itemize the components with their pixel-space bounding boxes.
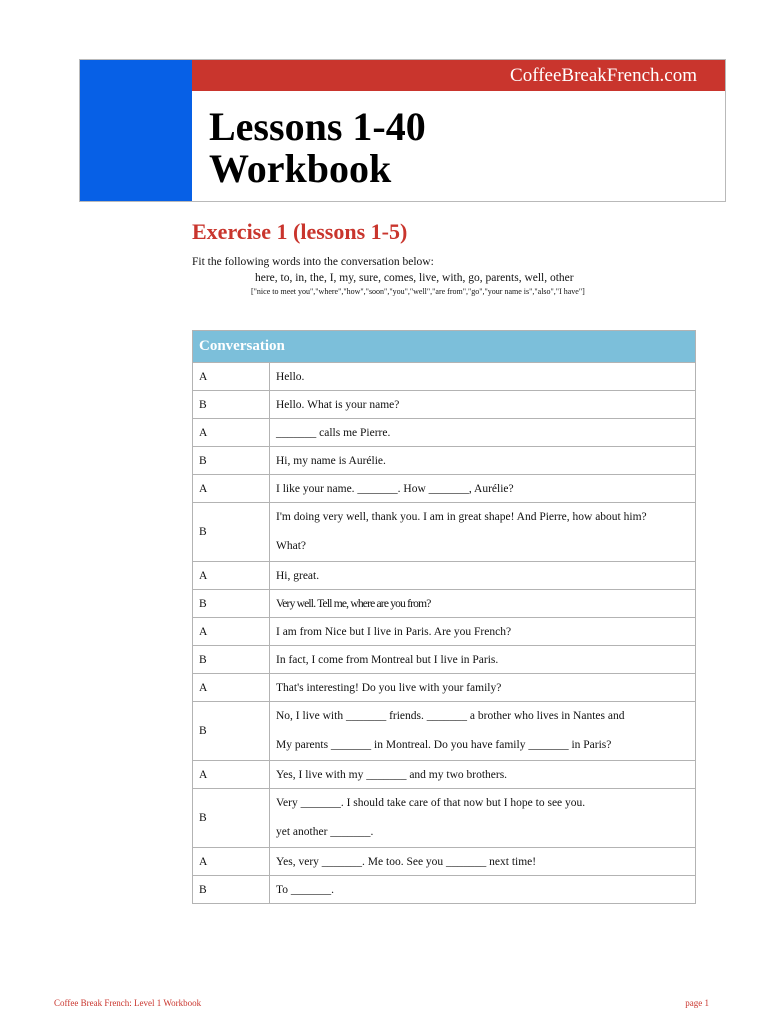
dialogue-cell: I like your name. _______. How _______, Aurélie? [270, 475, 696, 503]
workbook-header [79, 59, 726, 202]
table-row [193, 419, 696, 447]
speaker-cell: A [193, 761, 270, 789]
dialogue-cell: In fact, I come from Montreal but I live in Paris. [270, 646, 696, 674]
dialogue-cell: Hi, my name is Aurélie. [270, 447, 696, 475]
footer-page-number: page 1 [685, 998, 709, 1008]
speaker-cell: B [193, 646, 270, 674]
table-row [193, 761, 696, 789]
word-bank: here, to, in, the, I, my, sure, comes, live, with, go, parents, well, other [255, 272, 574, 284]
dialogue-line: Very _______. I should take care of that now but I hope to see you. [276, 797, 586, 809]
speaker-cell: B [193, 503, 270, 562]
table-row [193, 503, 696, 562]
dialogue-cell: Hello. [270, 363, 696, 391]
conversation-table [192, 330, 696, 904]
speaker-cell: A [193, 562, 270, 590]
table-row [193, 562, 696, 590]
table-row [193, 475, 696, 503]
workbook-title [209, 106, 426, 190]
speaker-cell: B [193, 789, 270, 848]
speaker-cell: A [193, 419, 270, 447]
table-row [193, 618, 696, 646]
site-name: CoffeeBreakFrench.com [510, 65, 697, 86]
title-line-2: Workbook [209, 146, 392, 191]
speaker-cell: B [193, 447, 270, 475]
site-banner [192, 60, 725, 91]
dialogue-line: yet another _______. [276, 826, 374, 838]
title-line-1: Lessons 1-40 [209, 104, 426, 149]
table-row [193, 702, 696, 761]
table-row [193, 391, 696, 419]
dialogue-cell: Hello. What is your name? [270, 391, 696, 419]
dialogue-cell [270, 503, 696, 562]
exercise-instruction: Fit the following words into the conversation below: [192, 256, 434, 268]
dialogue-cell [270, 789, 696, 848]
speaker-cell: B [193, 391, 270, 419]
table-row [193, 674, 696, 702]
dialogue-cell: That's interesting! Do you live with your family? [270, 674, 696, 702]
dialogue-cell: To _______. [270, 876, 696, 904]
speaker-cell: B [193, 590, 270, 618]
dialogue-cell: I am from Nice but I live in Paris. Are you French? [270, 618, 696, 646]
footer-workbook-name: Coffee Break French: Level 1 Workbook [54, 998, 202, 1008]
dialogue-line: I'm doing very well, thank you. I am in great shape! And Pierre, how about him? [276, 511, 647, 523]
blue-block [80, 60, 192, 201]
table-row [193, 848, 696, 876]
speaker-cell: A [193, 618, 270, 646]
dialogue-cell: Hi, great. [270, 562, 696, 590]
table-row [193, 590, 696, 618]
table-row [193, 447, 696, 475]
speaker-cell: A [193, 363, 270, 391]
speaker-cell: A [193, 674, 270, 702]
speaker-cell: B [193, 702, 270, 761]
dialogue-cell: Yes, I live with my _______ and my two brothers. [270, 761, 696, 789]
phrase-bank: ["nice to meet you","where","how","soon","you","well","are from","go","your name is","also","I have"] [251, 287, 585, 296]
speaker-cell: A [193, 848, 270, 876]
dialogue-cell [270, 702, 696, 761]
table-row [193, 646, 696, 674]
dialogue-line: What? [276, 540, 307, 552]
table-header: Conversation [193, 331, 696, 363]
table-row [193, 789, 696, 848]
speaker-cell: A [193, 475, 270, 503]
exercise-title: Exercise 1 (lessons 1-5) [192, 219, 408, 244]
dialogue-cell: Very well. Tell me, where are you from? [270, 590, 696, 618]
table-row [193, 363, 696, 391]
table-row [193, 876, 696, 904]
dialogue-cell: Yes, very _______. Me too. See you _______ next time! [270, 848, 696, 876]
table-header-row [193, 331, 696, 363]
dialogue-line: My parents _______ in Montreal. Do you have family _______ in Paris? [276, 739, 612, 751]
dialogue-cell: _______ calls me Pierre. [270, 419, 696, 447]
dialogue-line: No, I live with _______ friends. _______ a brother who lives in Nantes and [276, 710, 625, 722]
speaker-cell: B [193, 876, 270, 904]
